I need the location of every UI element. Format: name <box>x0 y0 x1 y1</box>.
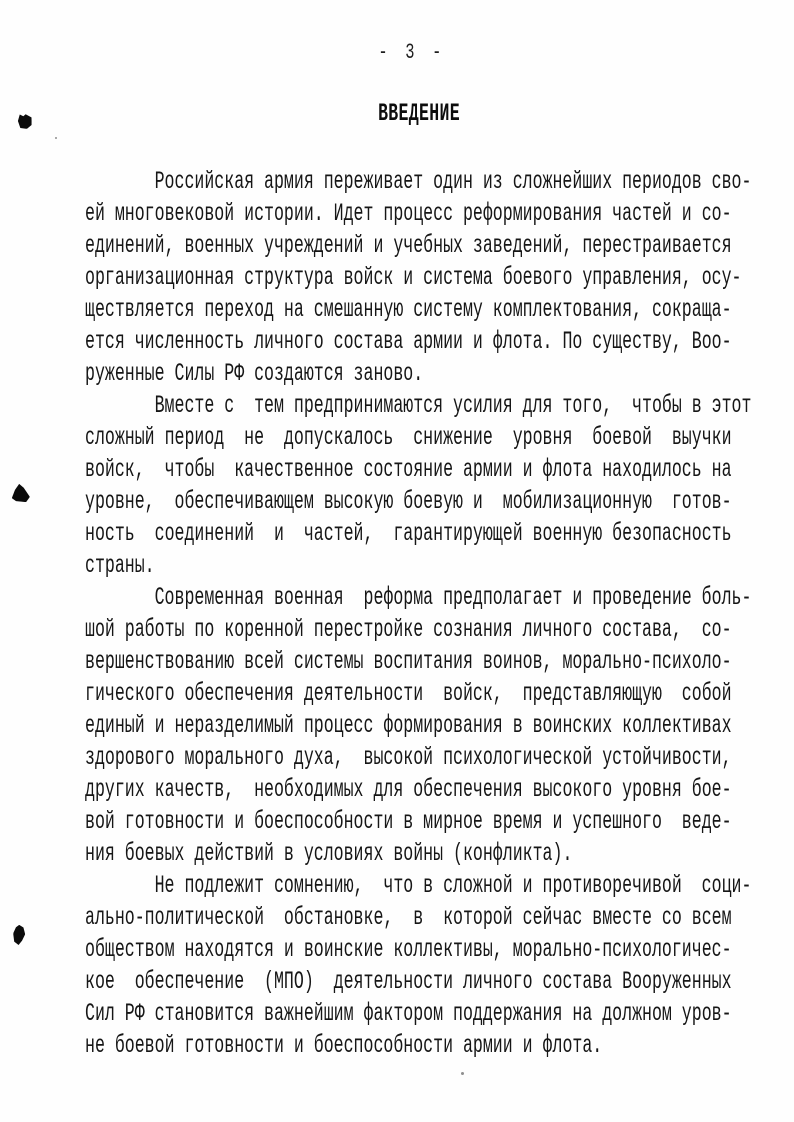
text-line: Современная военная реформа предполагает и проведение боль- <box>154 583 752 612</box>
text-line: ально-политической обстановке, в которой сейчас вместе со всем <box>85 903 732 932</box>
text-line: уровне, обеспечивающем высокую боевую и мобилизационную готов- <box>85 487 732 516</box>
text-line: вой готовности и боеспособности в мирное время и успешного веде- <box>85 807 732 836</box>
text-line: руженные Силы РФ создаются заново. <box>85 359 424 388</box>
document-body <box>85 166 755 1062</box>
text-line: Вместе с тем предпринимаются усилия для того, чтобы в этот <box>154 391 752 420</box>
text-line: страны. <box>85 551 155 580</box>
text-line: единый и неразделимый процесс формирования в воинских коллективах <box>85 711 732 740</box>
text-line: ей многовековой истории. Идет процесс реформирования частей и со- <box>85 199 732 228</box>
text-line: шой работы по коренной перестройке сознания личного состава, со- <box>85 615 732 644</box>
text-line: сложный период не допускалось снижение уровня боевой выучки <box>85 423 732 452</box>
text-line: вершенствованию всей системы воспитания воинов, морально-психоло- <box>85 647 732 676</box>
text-line: не боевой готовности и боеспособности армии и флота. <box>85 1031 603 1060</box>
text-line: Не подлежит сомнению, что в сложной и противоречивой соци- <box>154 871 752 900</box>
text-line: войск, чтобы качественное состояние армии и флота находилось на <box>85 455 732 484</box>
section-heading: ВВЕДЕНИЕ <box>378 99 460 128</box>
text-line: ния боевых действий в условиях войны (конфликта). <box>85 839 573 868</box>
ink-blot-icon <box>12 924 27 945</box>
scan-speck <box>461 1072 464 1075</box>
page-number: - 3 - <box>378 40 446 65</box>
text-line: Сил РФ становится важнейшим фактором поддержания на должном уров- <box>85 999 732 1028</box>
text-line: здорового морального духа, высокой психологической устойчивости, <box>85 743 732 772</box>
text-line: других качеств, необходимых для обеспечения высокого уровня бое- <box>85 775 732 804</box>
text-line: ществляется переход на смешанную систему комплектования, сокраща- <box>85 295 732 324</box>
text-line: ность соединений и частей, гарантирующей военную безопасность <box>85 519 732 548</box>
text-line: организационная структура войск и система боевого управления, осу- <box>85 263 742 292</box>
text-line: ется численность личного состава армии и флота. По существу, Воо- <box>85 327 732 356</box>
text-line: кое обеспечение (МПО) деятельности личного состава Вооруженных <box>85 967 732 996</box>
text-line: обществом находятся и воинские коллективы, морально-психологичес- <box>85 935 732 964</box>
ink-blot-icon <box>12 484 31 503</box>
text-line: гического обеспечения деятельности войск, представляющую собой <box>85 679 732 708</box>
ink-blot-icon <box>17 113 32 129</box>
text-line: Российская армия переживает один из сложнейших периодов сво- <box>154 167 752 196</box>
text-line: единений, военных учреждений и учебных заведений, перестраивается <box>85 231 732 260</box>
scan-speck <box>55 137 57 139</box>
